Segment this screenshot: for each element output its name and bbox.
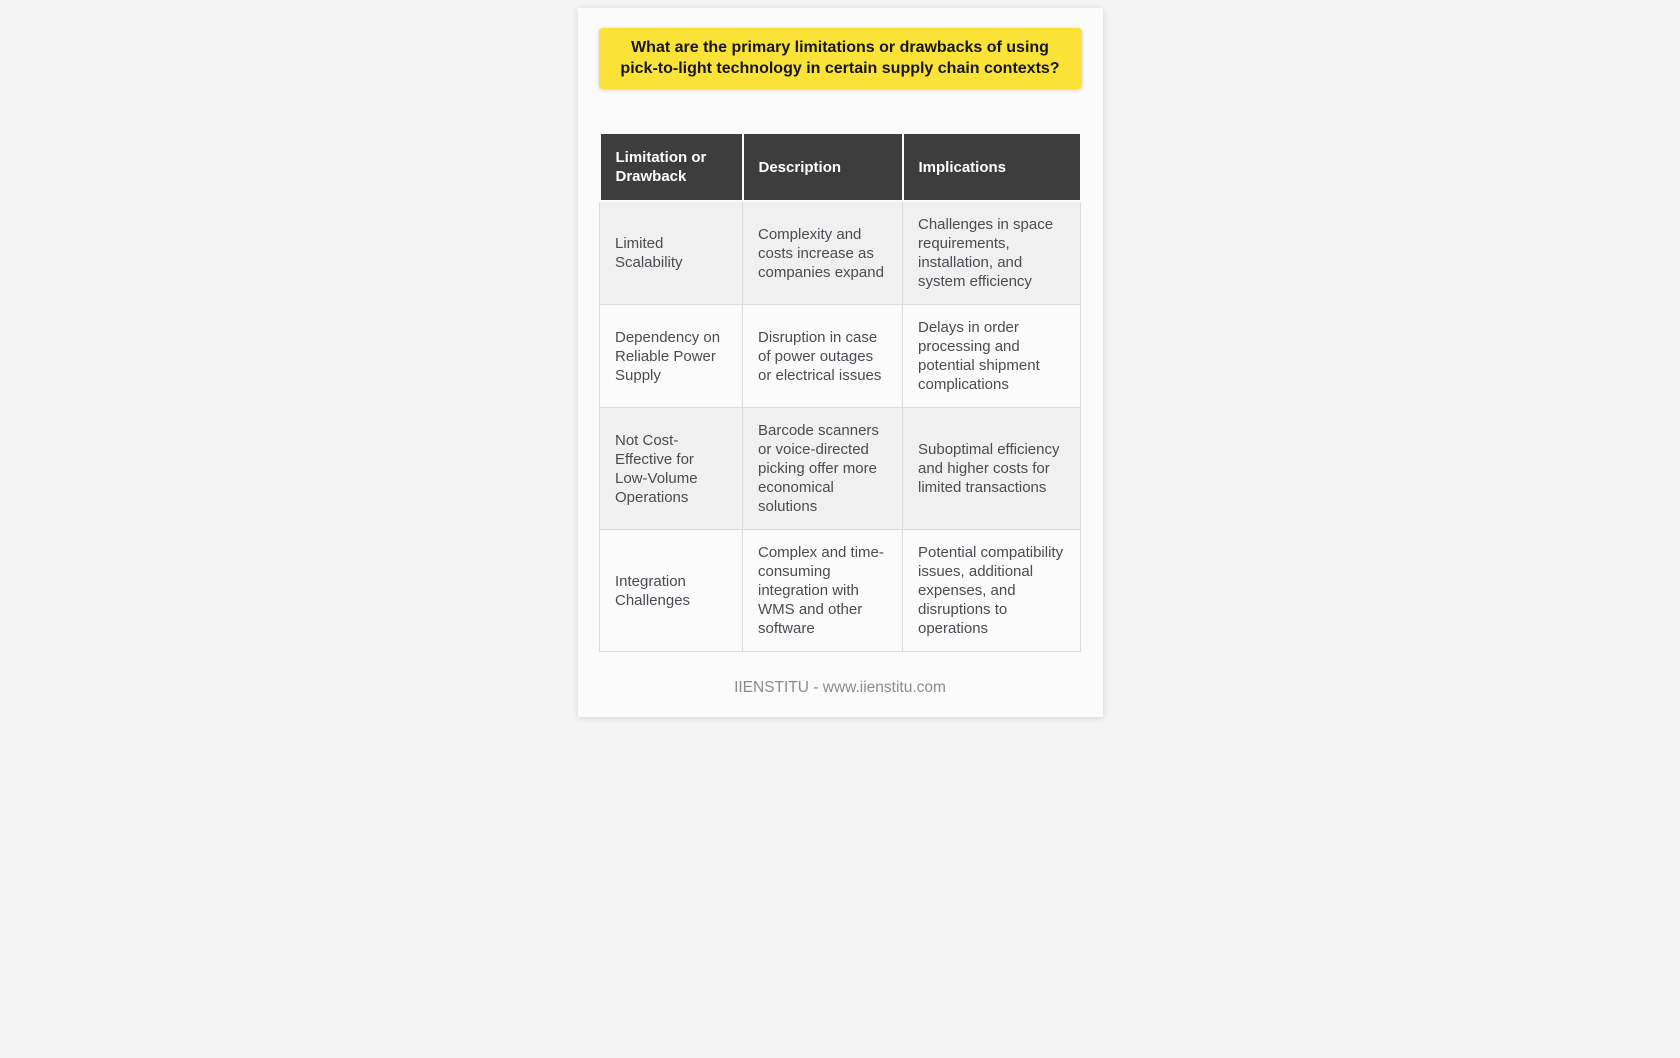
cell-description: Barcode scanners or voice-directed picking offer more economical solutions (743, 408, 903, 530)
limitations-table (599, 132, 1082, 652)
cell-description: Disruption in case of power outages or electrical issues (743, 305, 903, 408)
cell-limitation: Not Cost-Effective for Low-Volume Operations (600, 408, 743, 530)
header-row (600, 133, 1081, 201)
cell-implications: Challenges in space requirements, installation, and system efficiency (903, 201, 1081, 305)
column-header-description: Description (743, 133, 903, 201)
cell-implications: Delays in order processing and potential shipment complications (903, 305, 1081, 408)
column-header-implications: Implications (903, 133, 1081, 201)
content-card (578, 8, 1103, 717)
table-row (600, 530, 1081, 652)
cell-implications: Potential compatibility issues, additional expenses, and disruptions to operations (903, 530, 1081, 652)
question-banner: What are the primary limitations or drawbacks of using pick-to-light technology in certain supply chain contexts? (599, 28, 1082, 89)
cell-implications: Suboptimal efficiency and higher costs for limited transactions (903, 408, 1081, 530)
cell-description: Complexity and costs increase as companies expand (743, 201, 903, 305)
table-row (600, 305, 1081, 408)
attribution-footer: IIENSTITU - www.iienstitu.com (734, 679, 946, 696)
cell-limitation: Limited Scalability (600, 201, 743, 305)
cell-description: Complex and time-consuming integration with WMS and other software (743, 530, 903, 652)
table-header (600, 133, 1081, 201)
table-row (600, 408, 1081, 530)
cell-limitation: Dependency on Reliable Power Supply (600, 305, 743, 408)
table-row (600, 201, 1081, 305)
table-body (600, 201, 1081, 652)
column-header-limitation: Limitation or Drawback (600, 133, 743, 201)
cell-limitation: Integration Challenges (600, 530, 743, 652)
